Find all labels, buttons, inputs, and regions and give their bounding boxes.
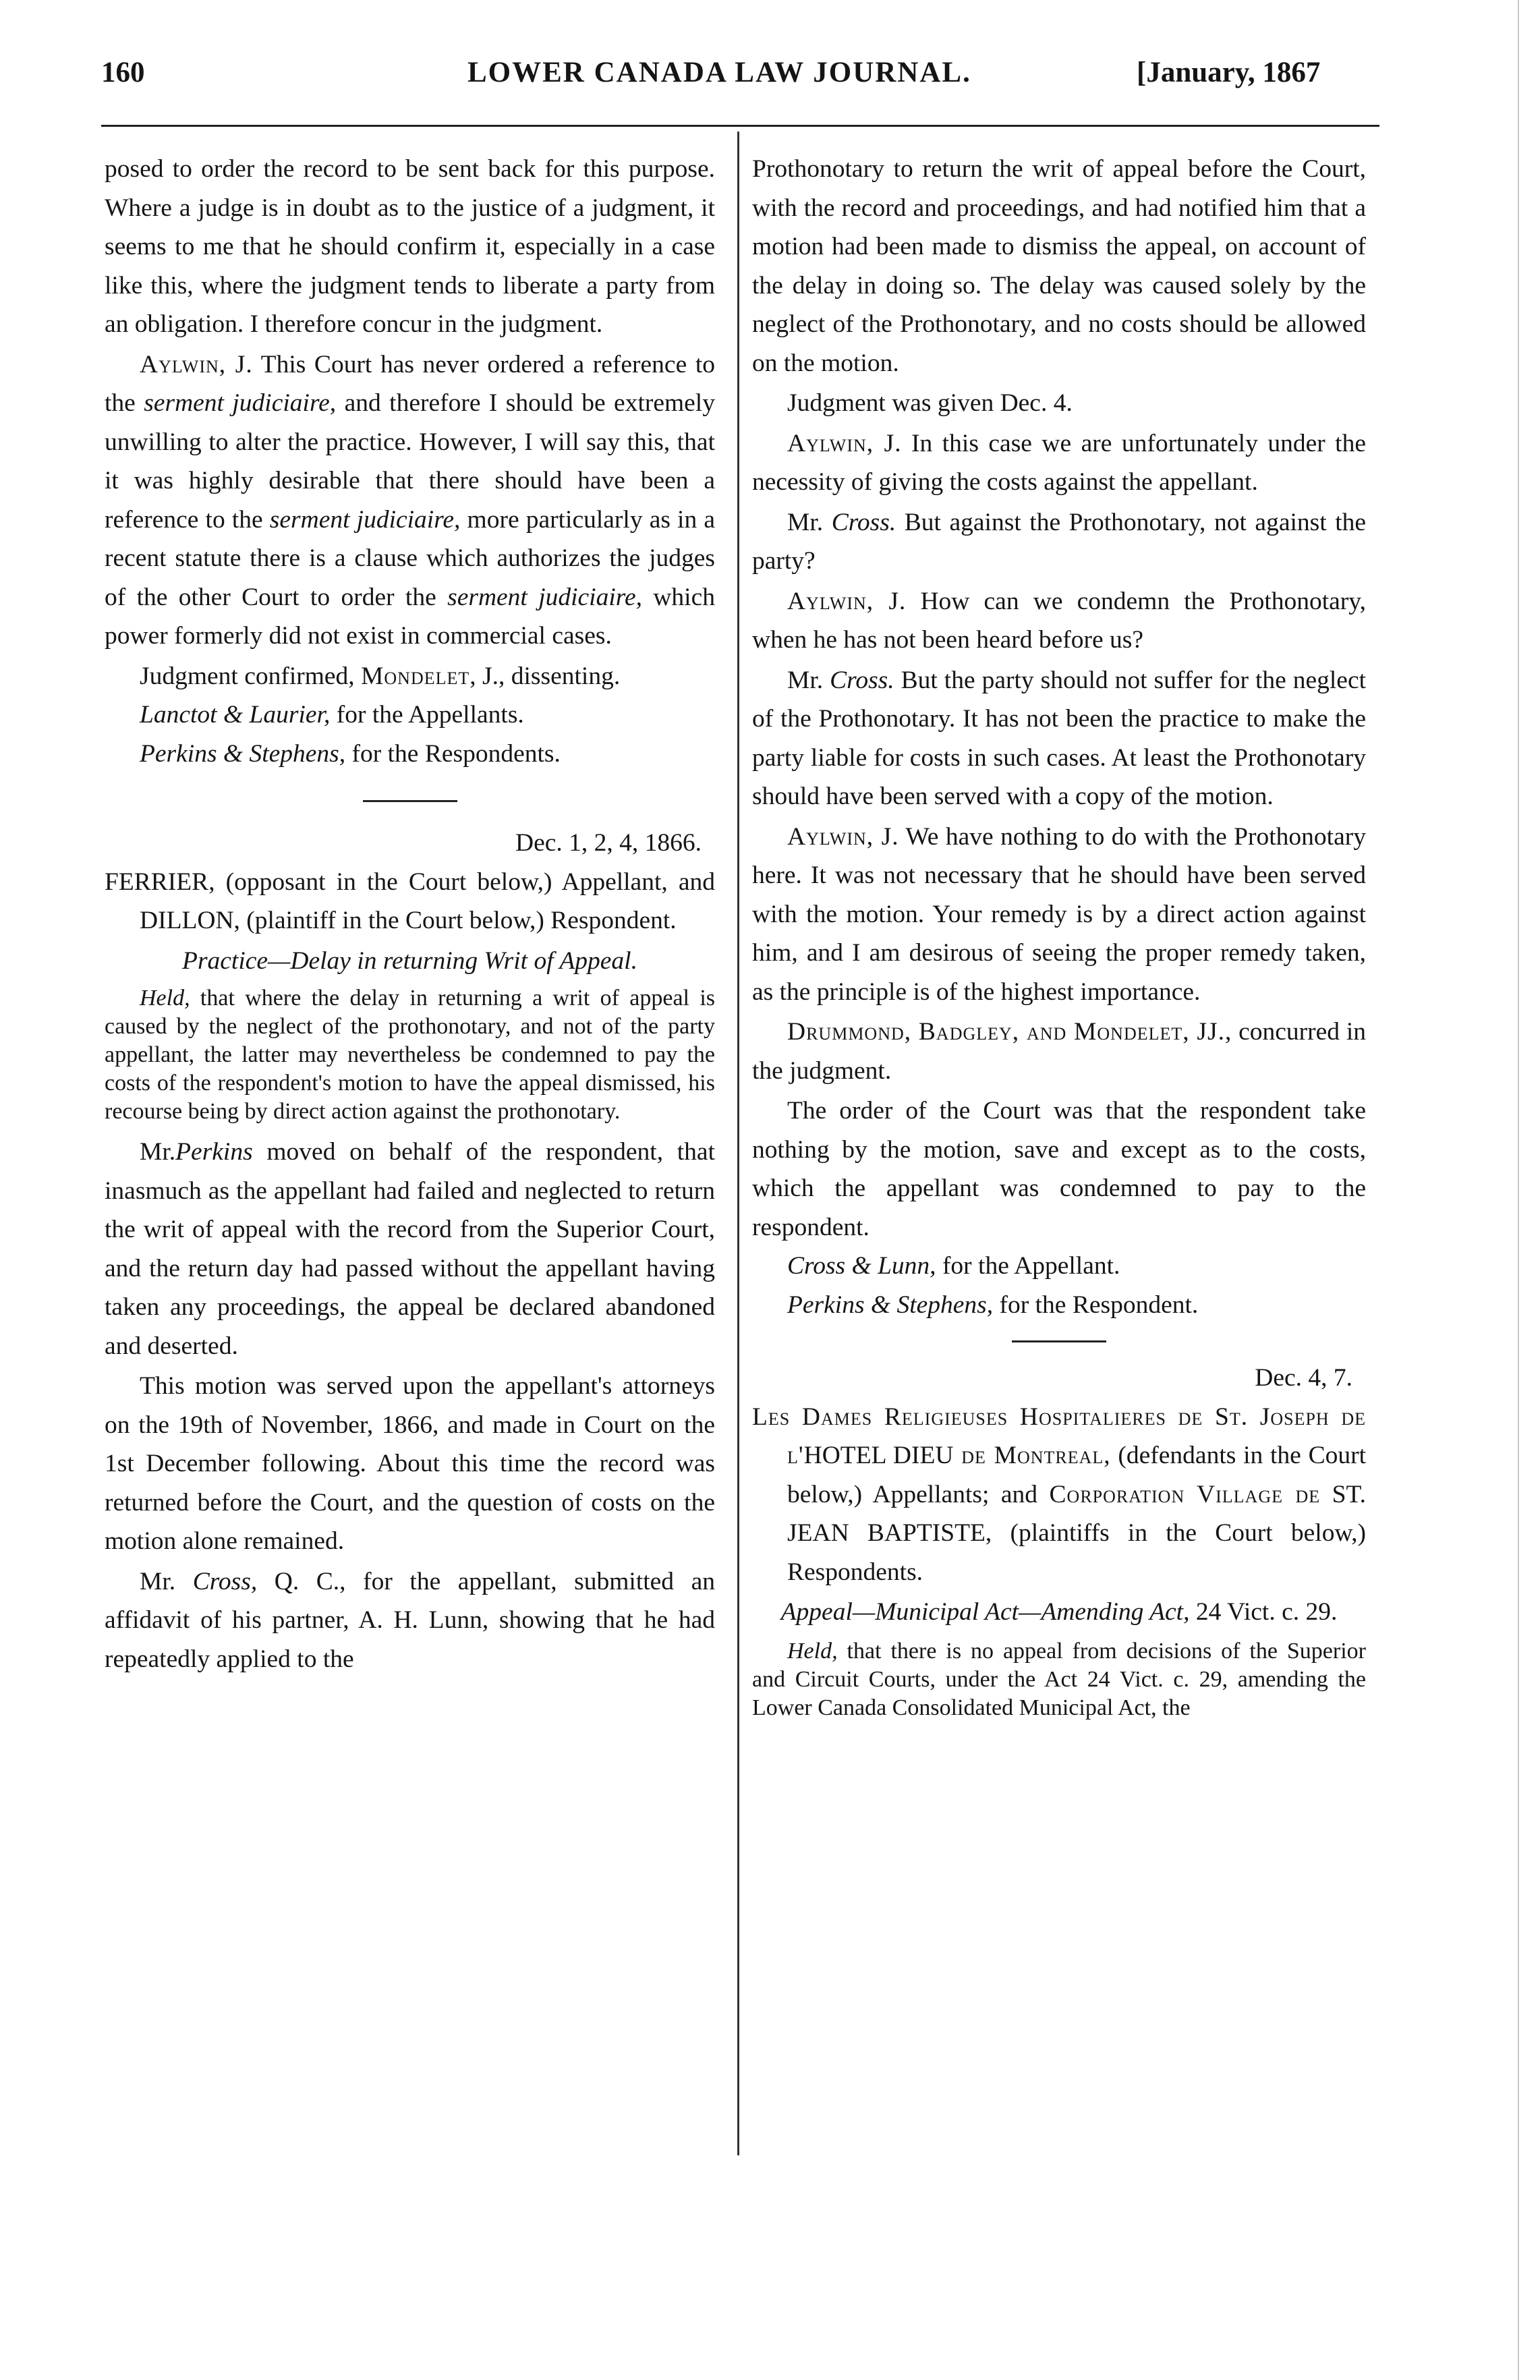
party-name: Corporation Village de bbox=[1049, 1480, 1321, 1508]
paragraph: This motion was served upon the appellant's attorneys on the 19th of November, 1866, and made in Court on the 1st December following. About this time the record was returned before the Court, and the question of costs on the motion alone remained. bbox=[105, 1372, 715, 1555]
paragraph bbox=[752, 424, 1366, 502]
section-separator bbox=[363, 800, 457, 802]
text: Judgment confirmed, bbox=[140, 662, 362, 690]
subject-text: Appeal—Municipal Act—Amending Act, bbox=[780, 1598, 1190, 1626]
text: Q. C., for the appellant, submitted an affidavit of his partner, A. H. Lunn, showing that he had repeatedly applied to the bbox=[105, 1567, 715, 1673]
counsel-name: Perkins & Stephens, bbox=[787, 1291, 994, 1319]
case-subject: Practice—Delay in returning Writ of Appeal. bbox=[182, 946, 637, 975]
column-divider bbox=[737, 132, 739, 2155]
text: (defendants in the Court below,) Appellants; and bbox=[787, 1442, 1366, 1508]
running-header bbox=[0, 46, 1540, 100]
counsel-line bbox=[105, 696, 715, 735]
text: How can we condemn the Prothonotary, when he has not been heard before us? bbox=[752, 587, 1366, 654]
paragraph bbox=[752, 1013, 1366, 1090]
legal-term: serment judiciaire, bbox=[144, 389, 337, 417]
text: Mr. bbox=[787, 508, 832, 536]
legal-term: serment judiciaire, bbox=[447, 583, 642, 611]
scan-edge bbox=[1518, 0, 1519, 2380]
text: and therefore I should be extremely unwilling to alter the practice. However, I will say this, that it was highly desirable that there should have been a reference to the bbox=[105, 389, 715, 534]
issue-date: [January, 1867 bbox=[1137, 57, 1321, 88]
text: But the party should not suffer for the neglect of the Prothonotary. It has not been the practice to make the party liable for costs in such cases. At least the Prothonotary should have been served with a copy of the motion. bbox=[752, 666, 1367, 810]
paragraph: posed to order the record to be sent back for this purpose. Where a judge is in doubt as to the justice of a judgment, it seems to me that he should confirm it, especially in a case like this, where the judgment tends to liberate a party from an obligation. I therefore concur in the judgment. bbox=[105, 155, 715, 338]
case-caption: FERRIER, (opposant in the Court below,) Appellant, and DILLON, (plaintiff in the Court below,) Respondent. bbox=[105, 868, 715, 934]
text: more particularly as in a recent statute there is a clause which authorizes the judges of the other Court to order the bbox=[105, 505, 715, 611]
judge-names: Drummond, Badgley, and Mondelet, JJ., bbox=[787, 1018, 1232, 1046]
case-caption bbox=[752, 1398, 1366, 1592]
counsel-name: Cross. bbox=[831, 508, 896, 536]
paragraph bbox=[105, 657, 715, 696]
paragraph bbox=[752, 661, 1366, 816]
text: Mr. bbox=[787, 666, 830, 694]
text: for the Appellants. bbox=[330, 701, 524, 729]
case-date: Dec. 1, 2, 4, 1866. bbox=[515, 829, 702, 857]
paragraph: The order of the Court was that the respondent take nothing by the motion, save and except as to the costs, which the appellant was condemned to pay to the respondent. bbox=[752, 1097, 1366, 1241]
counsel-line bbox=[752, 1286, 1366, 1325]
text: Mr. bbox=[140, 1138, 176, 1166]
held-label: Held, bbox=[140, 986, 190, 1011]
text: that there is no appeal from decisions of the Superior and Circuit Courts, under the Act 24 Vict. c. 29, amending the Lower Canada Consolidated Municipal Act, the bbox=[752, 1638, 1366, 1720]
counsel-line bbox=[105, 735, 715, 774]
text: for the Respondents. bbox=[345, 739, 561, 768]
text: , J., dissenting. bbox=[469, 662, 621, 690]
header-rule bbox=[101, 125, 1379, 127]
text: concurred in the judgment. bbox=[752, 1018, 1366, 1085]
text: that where the delay in returning a writ of appeal is caused by the neglect of the prothonotary, and not of the party appellant, the latter may nevertheless be condemned to pay the costs of the respondent's motion to have the appeal dismissed, his recourse being by direct action against the prothonotary. bbox=[105, 986, 715, 1124]
journal-title: LOWER CANADA LAW JOURNAL. bbox=[467, 57, 971, 88]
text: for the Respondent. bbox=[993, 1291, 1199, 1319]
paragraph bbox=[752, 582, 1366, 660]
text: for the Appellant. bbox=[936, 1252, 1120, 1280]
right-column bbox=[752, 150, 1366, 1722]
page-number: 160 bbox=[101, 57, 145, 88]
judge-name: Aylwin, J. bbox=[787, 429, 902, 457]
left-column bbox=[105, 150, 715, 1678]
counsel-name: Perkins & Stephens, bbox=[140, 739, 346, 768]
judge-name: Mondelet bbox=[361, 662, 470, 690]
paragraph: Prothonotary to return the writ of appeal before the Court, with the record and proceedings, and had notified him that a motion had been made to dismiss the appeal, on account of the delay in doing so. The delay was caused solely by the neglect of the Prothonotary, and no costs should be allowed on the motion. bbox=[752, 155, 1366, 377]
paragraph bbox=[752, 818, 1366, 1012]
counsel-name: Cross. bbox=[830, 666, 894, 694]
judge-name: Aylwin, J. bbox=[787, 822, 899, 851]
held-label: Held, bbox=[787, 1638, 838, 1664]
counsel-name: Perkins bbox=[175, 1138, 253, 1166]
counsel-line bbox=[752, 1247, 1366, 1286]
judge-name: Aylwin, J. bbox=[787, 587, 907, 615]
counsel-name: Cross & Lunn, bbox=[787, 1252, 936, 1280]
counsel-name: Cross, bbox=[192, 1567, 258, 1595]
case-date: Dec. 4, 7. bbox=[1255, 1364, 1352, 1392]
paragraph bbox=[105, 345, 715, 656]
text: which power formerly did not exist in commercial cases. bbox=[105, 583, 715, 650]
subject-citation: 24 Vict. c. 29. bbox=[1189, 1598, 1338, 1626]
counsel-name: Lanctot & Laurier, bbox=[140, 701, 331, 729]
text: Mr. bbox=[140, 1567, 193, 1595]
text: ST. JEAN BAPTISTE, (plaintiffs in the Court below,) Respondents. bbox=[787, 1480, 1366, 1586]
paragraph bbox=[105, 1133, 715, 1365]
section-separator bbox=[1012, 1340, 1106, 1342]
text: moved on behalf of the respondent, that inasmuch as the appellant had failed and neglected to return the writ of appeal with the record from the Superior Court, and the return day had passed without the appellant having taken any proceedings, the appeal be declared abandoned and deserted. bbox=[105, 1138, 715, 1360]
text: But against the Prothonotary, not against the party? bbox=[752, 508, 1367, 575]
legal-term: serment judiciaire, bbox=[269, 505, 461, 534]
paragraph: Judgment was given Dec. 4. bbox=[787, 389, 1073, 417]
paragraph bbox=[105, 1562, 715, 1679]
paragraph bbox=[752, 503, 1366, 581]
text: We have nothing to do with the Prothonotary here. It was not necessary that he should have been served with the motion. Your remedy is by a direct action against him, and I am desirous of seeing the proper remedy taken, as the principle is of the highest importance. bbox=[752, 822, 1366, 1006]
headnote bbox=[752, 1637, 1366, 1722]
text: This Court has never ordered a reference to the bbox=[105, 350, 715, 417]
judge-name: Aylwin, J. bbox=[140, 350, 253, 378]
headnote bbox=[105, 984, 715, 1126]
party-name: HOTEL DIEU bbox=[803, 1442, 954, 1469]
party-name: Les Dames Religieuses Hospitalieres de St. Joseph de l' bbox=[752, 1402, 1366, 1469]
party-name: de Montreal, bbox=[953, 1442, 1111, 1469]
case-subject bbox=[752, 1593, 1366, 1632]
text: In this case we are unfortunately under the necessity of giving the costs against the appellant. bbox=[752, 429, 1366, 496]
